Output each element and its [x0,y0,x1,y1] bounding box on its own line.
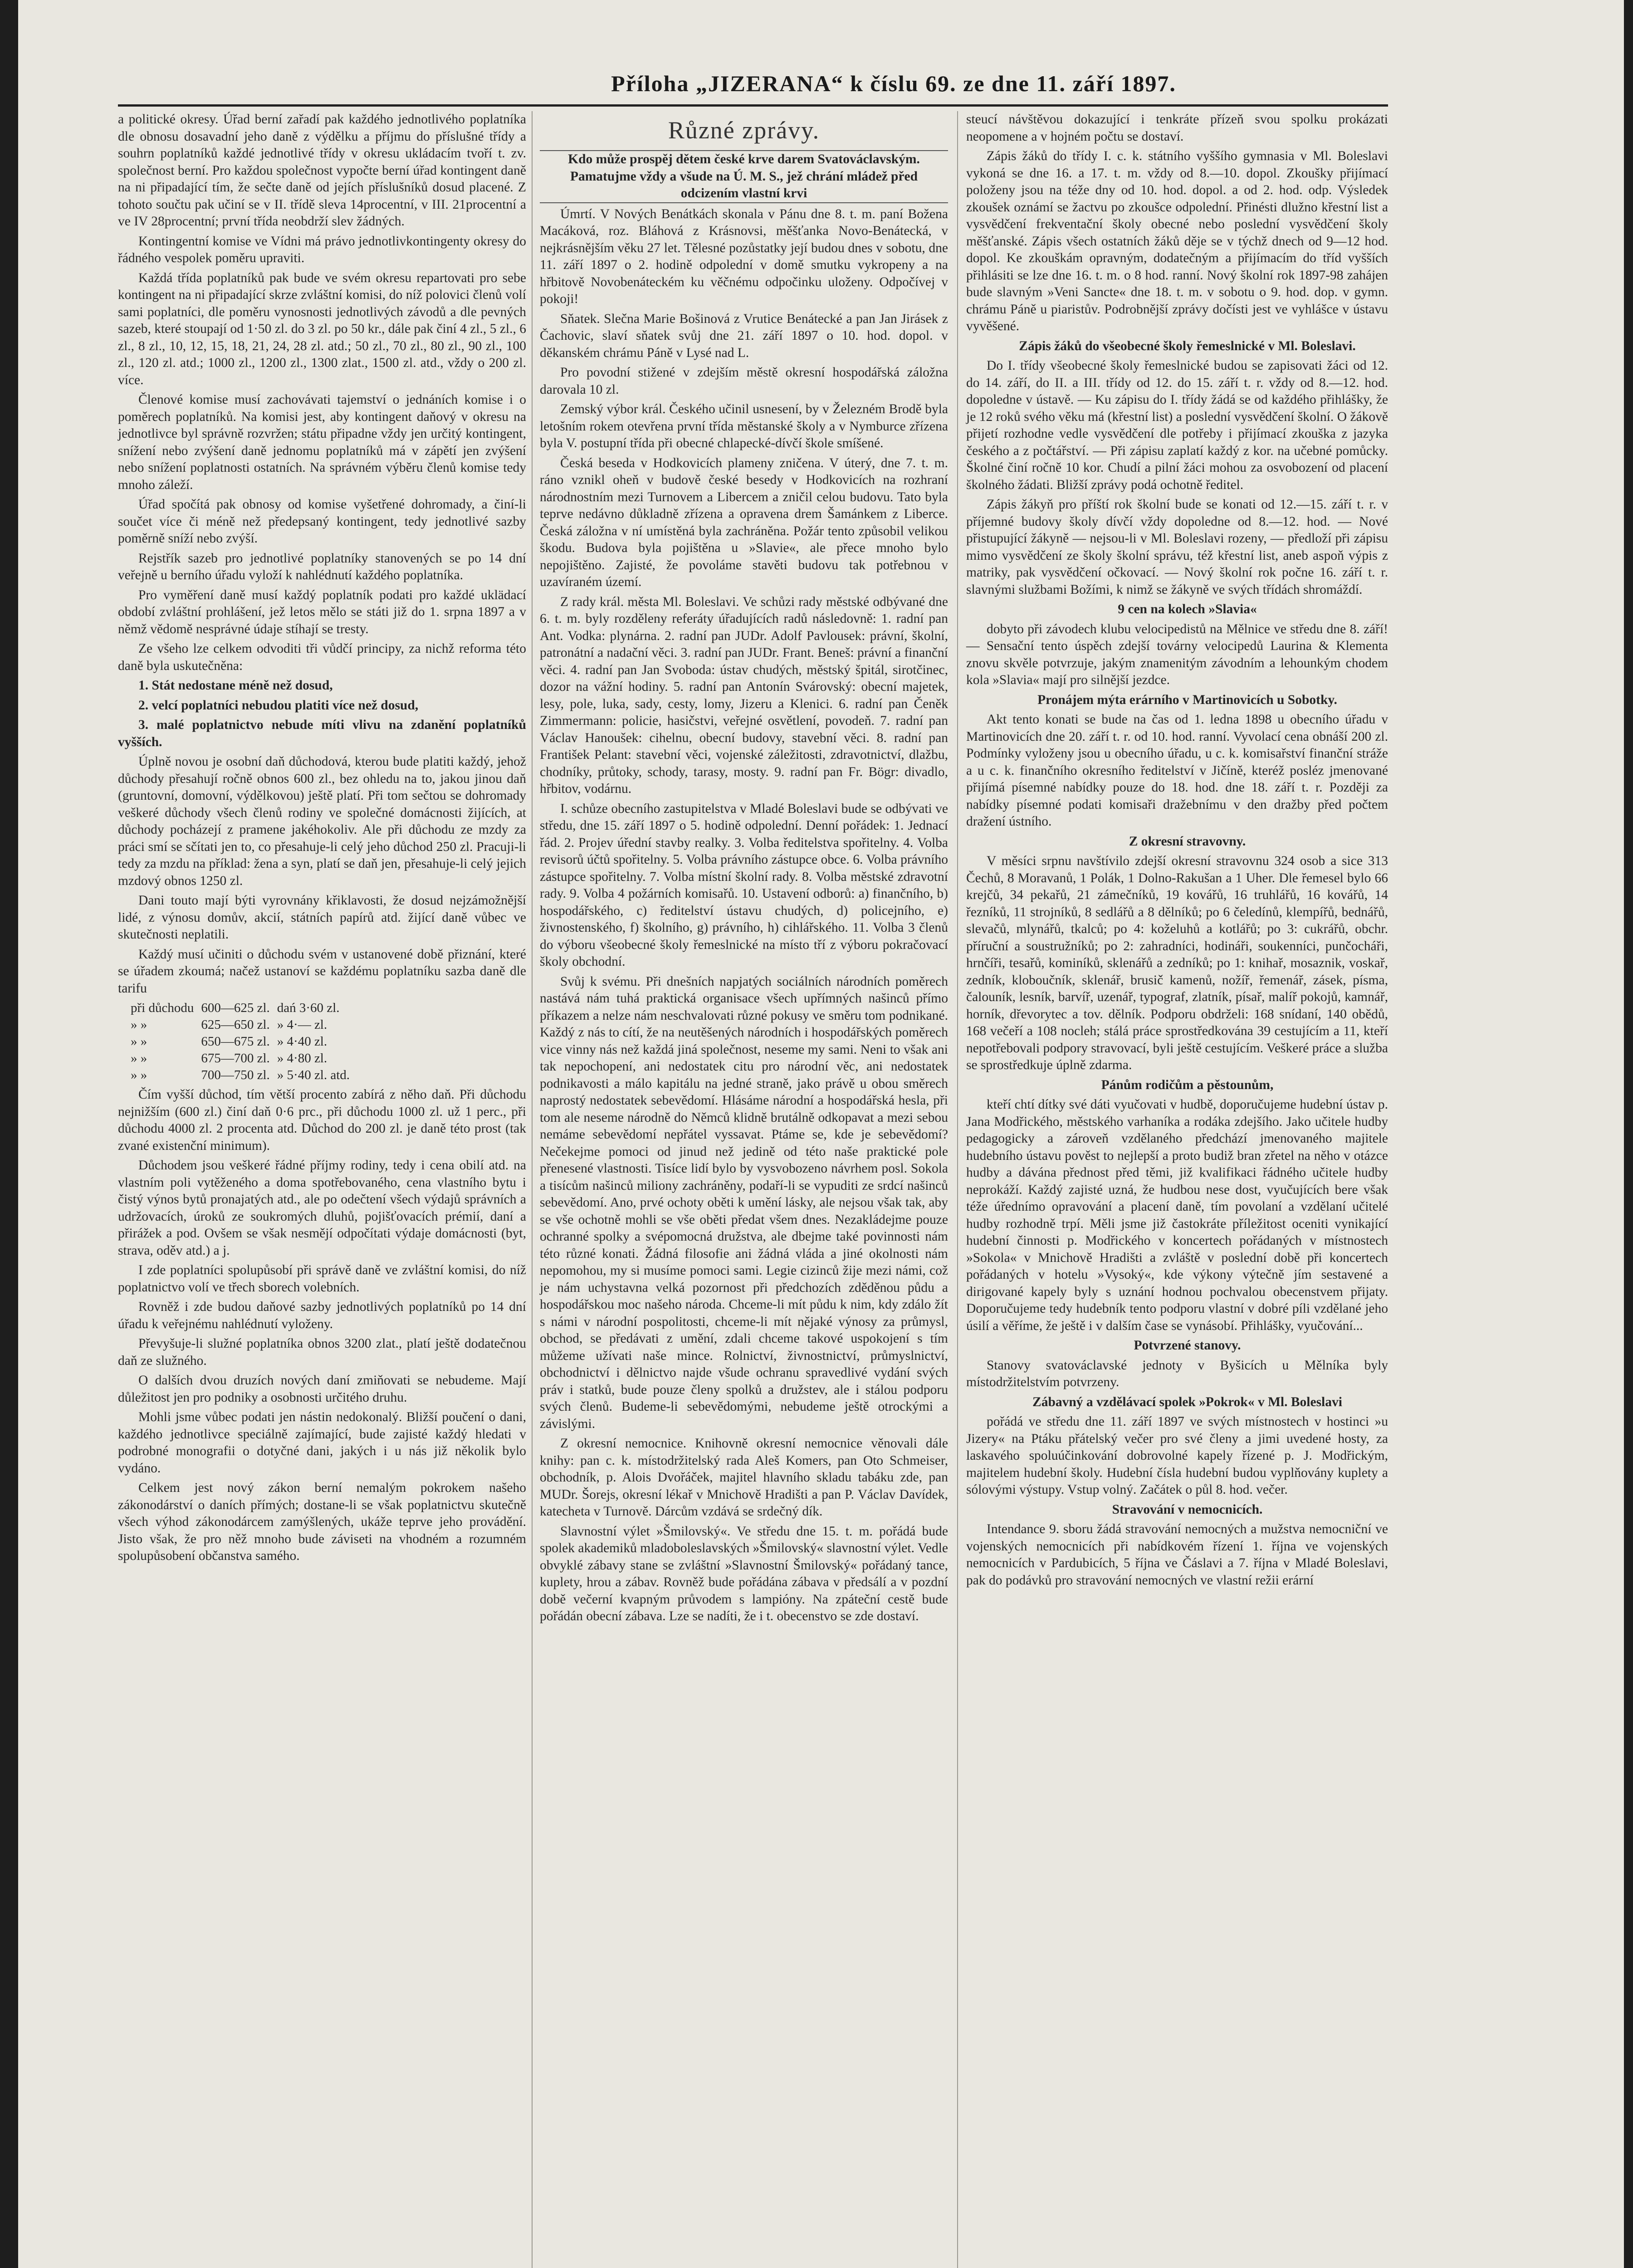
news-heading: Zápis žáků do všeobecné školy řemeslnické v Ml. Boleslavi. [1019,338,1356,353]
news-item: Akt tento konati se bude na čas od 1. ledna 1898 u obecního úřadu v Martinovicích dne 20. září t. r. od 10. hod. ranní. Vyvolací cena obnáší 200 zl. Podmínky vyloženy jsou u obecního úřadu, u c. k. komisařství finanční stráže a u c. k. finančního okresního ředitelství v Jičíně, kteréž posléz jmenované přijímá písemné nabídky pouze do 18. hod. dne 18. září t. r. Později za nabídky písemné podati komisaři dražebnímu v den dražby před počtem dražení ústního. [966,712,1388,829]
paragraph: Kontingentní komise ve Vídni má právo jednotlivkontingenty okresy do řádného vespolek poměru upraviti. [118,234,526,265]
news-item: dobyto při závodech klubu velocipedistů na Mělnice ve středu dne 8. září! — Sensační tento úspěch zdejší továrny velocipedů Laurina & Klementa znovu skvěle potvrzuje, jakým znamenitým závodním a lehounkým chodem kola »Slavia« mají pro silnější jezdce. [966,621,1388,687]
paragraph: Rovněž i zde budou daňové sazby jednotlivých poplatníků po 14 dní úřadu k veřejnému nahlédnutí vyloženy. [118,1300,526,1331]
news-item: steucí návštěvou dokazující i tenkráte přízeň svou spolku prokázati neopomene a v hojném počtu se dostaví. [966,112,1388,144]
news-heading: 9 cen na kolech »Slavia« [1118,602,1257,616]
tax-cell-range: 600—625 zl. [201,1001,270,1015]
column-middle [540,111,948,2268]
news-item: Stanovy svatováclavské jednoty v Byšicích u Mělníka byly místodržitelstvím potvrzeny. [966,1358,1388,1389]
paragraph: I zde poplatníci spolupůsobí při správě daně ve zvláštní komisi, do níž poplatnictvo volí ve třech sborech volebních. [118,1263,526,1295]
tax-cell-label: » » [131,1051,147,1066]
tax-cell-range: 700—750 zl. [201,1068,270,1082]
tax-cell-range: 675—700 zl. [201,1051,270,1066]
news-item: Pro povodní stižené v zdejším městě okresní hospodářská záložna darovala 10 zl. [540,365,948,397]
paragraph: Převyšuje-li služné poplatníka obnos 3200 zlat., platí ještě dodatečnou daň ze služného. [118,1336,526,1368]
tax-cell-label: » » [131,1034,147,1049]
news-item: Česká beseda v Hodkovicích plameny zničena. V úterý, dne 7. t. m. ráno vznikl oheň v budově české besedy v Hodkovicích na rozhraní národnostním mezi Turnovem a Libercem a zničil celou budovu. Tato byla teprve nedávno důkladně zřízena a opravena drem Šamánkem z Liberce. Česká záložna v ní umístěná byla zachráněna. Požár tento způsobil velikou škodu. Budova byla pojištěna u »Slavie«, ale přece mnoho bylo nepojištěno. Zajisté, že povoláme stavěti budovu tak potřebnou v uzavíraném území. [540,455,948,589]
paragraph: Členové komise musí zachovávati tajemství o jednáních komise i o poměrech poplatníků. Na komisi jest, aby kontingent daňový v okresu na jednotlivce byl správně rozvržen; státu připadne vždy jen určitý kontingent, snížení nebo zvýšení daně jednomu poplatníků má v zápětí jen zvýšení nebo snížení poplatnosti ostatních. Na správném výběru členů komise tedy mnoho záleží. [118,392,526,492]
tax-cell-range: 625—650 zl. [201,1017,270,1032]
header-rule [118,104,1388,107]
paragraph: Rejstřík sazeb pro jednotlivé poplatníky stanovených se po 14 dní veřejně u berního úřadu vyloží k nahlédnutí každého poplatníka. [118,551,526,582]
tax-table [127,1000,353,1084]
tax-row [127,1000,353,1017]
news-item: Zápis žákyň pro příští rok školní bude se konati od 12.—15. září t. r. v příjemné budovy školy dívčí vždy dopoledne od 8.—12. hod. — Nové přistupující žákyně — nejsou-li v Ml. Boleslavi rozeny, — předloží při zápisu mimo vysvědčení ze školy školní správu, též křestní list, aneb aspoň výpis z matriky, pak vysvědčení očkovací. — Nový školní rok počne 16. září t. r. slavnými službami Božími, k nimž se žákyně ve svých třídách shromáždí. [966,497,1388,597]
column-left [118,111,526,2268]
column-divider [532,111,533,2268]
paragraph: Úřad spočítá pak obnosy od komise vyšetřené dohromady, a činí-li součet více či méně než předepsaný kontingent, tedy jednotlivé sazby poměrně sníží nebo zvýší. [118,497,526,546]
column-divider [957,111,958,2268]
tax-cell-tax: » 4·80 zl. [277,1051,328,1066]
news-item: Zemský výbor král. Českého učinil usnesení, by v Železném Brodě byla letošním rokem otevřena první třída městanské školy a v Nymburce zřízena byla V. postupní třída při obecné chlapecké-dívčí škole smíšené. [540,402,948,450]
paragraph: O dalších dvou druzích nových daní zmiňovati se nebudeme. Mají důležitost jen pro podniky a osobnosti určitého druhu. [118,1373,526,1405]
paragraph: Mohli jsme vůbec podati jen nástin nedokonalý. Bližší poučení o dani, každého jednotlivce speciálně zajímající, bude zajisté každý hledati v podrobné monografii o dotyčné dani, jakých i u nás již několik bylo vydáno. [118,1410,526,1476]
paragraph: Každá třída poplatníků pak bude ve svém okresu repartovati pro sebe kontingent na ni připadající skrze zvláštní komisi, do níž polovici členů volí sami poplatníci, dle poměru vynosnosti jednotlivých závodů a dle pevných sazeb, které stoupají od 1·50 zl. do 3 zl. po 50 kr., dále pak činí 4 zl., 5 zl., 6 zl., 8 zl., 10, 12, 15, 18, 21, 24, 28 zl. atd.; 50 zl., 70 zl., 80 zl., 90 zl., 100 zl., 120 zl. atd.; 1000 zl., 1200 zl., 1300 zlat., 1500 zl. atd., vždy o 200 zl. více. [118,270,526,387]
paragraph: Dani touto mají býti vyrovnány křiklavosti, že dosud nejzámožnější lidé, z výnosu domův, akcií, státních papírů atd. žijící daně vůbec ve skutečnosti neplatili. [118,893,526,942]
tax-cell-label: » » [131,1068,147,1082]
news-item: Sňatek. Slečna Marie Bošinová z Vrutice Benátecké a pan Jan Jirásek z Čachovic, slaví sňatek svůj dne 21. září 1897 o 10. hod. dopol. v děkanském chrámu Páně v Lysé nad L. [540,311,948,360]
tax-row [127,1067,353,1084]
news-heading: Stravování v nemocnicích. [1112,1502,1263,1517]
principle-item: 3. malé poplatnictvo nebude míti vlivu na zdanění poplatníků vyšších. [118,718,526,749]
column-right [966,111,1388,2268]
news-item: Úmrtí. V Nových Benátkách skonala v Pánu dne 8. t. m. paní Božena Macáková, roz. Bláhová z Krásnovsi, měšťanka Novo-Benátecká, v nejkrásnějším věku 27 let. Tělesné pozůstatky její budou dnes v sobotu, dne 11. září 1897 o 2. hodině odpolední v domě smutku vykropeny a na hřbitově Novobenáteckém ku věčnému odpočinku uloženy. Odpočívej v pokoji! [540,206,948,306]
news-item: Do I. třídy všeobecné školy řemeslnické budou se zapisovati žáci od 12. do 14. září, do II. a III. třídy od 12. do 15. září t. r. vždy od 8.—12. hod. dopoledne v ústavě. — Ku zápisu do I. třídy žádá se od každého přihlášky, že je 12 roků svého věku má (křestní list) a poslední vysvědčení školní. O žákově přijetí rozhodne vedle vysvědčení dle potřeby i přijímací zkouška z jazyka českého a z počtářství. — Při zápisu zaplatí každý z kor. na učebné pomůcky. Školné činí ročně 10 kor. Chudí a pilní žáci mohou za osvobození od placení školného žádati. Bližší zprávy podá ochotně ředitel. [966,358,1388,492]
news-item: Svůj k svému. Při dnešních napjatých sociálních národních poměrech nastává nám tuhá praktická organisace všech upřímných našinců přímo příkazem a nelze nám neschvalovati různé pokusy ve směru tom podnikané. Každý z nás to cítí, že na neutěšených národních i hospodářských poměrech vice vinny nás než každá jiná společnost, neseme my sami. Neni to však ani tak nepochopení, ani nedostatek citu pro národní věc, ani nedostatek podnikavosti a málo kapitálu na jedné straně, jako právě u obou směrech naprostý nedostatek sebevědomí. Hlásáme národní a hospodářská hesla, při tom ale neseme národně do Němců klidně brutálně odkopavat a mezi sebou nemáme sebevědomí nepřátel vyssavat. Ptáme se, kde je sebevědomí? Nečekejme pomoci od jinud než jedině od této naše praktické pole přenesené vlastnosti. Tisíce lidí bylo by vysvobozeno návrhem posl. Sokola a tisícům našinců miliony zachráněny, podaří-li se vypuditi ze srdcí našinců sebevědomí. Ano, prvé ochoty oběti k umění lásky, ale nejsou však tak, aby se vše ochotně mohli se vše oběti předat všem dnes. Nezakládejme pouze ochranné spolky a svépomocná družstva, ale dbejme také povinnosti nám této různé konati. Žádná filosofie ani žádná vláda a jiné okolnosti nám nepomohou, my si musíme pomoci sami. Legie cizinců žije mezi námi, což je nám uchystavna velká pozornost při předchozích zděděnou půdu a hospodářskou moc našeho národa. Chceme-li mít půdu k nim, kdy zdálo žít s námi v národní pospolitosti, chceme-li mít nějaké výnosy za průmysl, obchod, se předávati z umění, zdali chceme takové uspokojení s tím můžeme užívati naše mince. Rolnictví, živnostnictví, průmyslnictví, obchodnictví i dělnictvo najde všude ochranu spravedlivé vydání svých práv i statků, bude pouze členy spolků a družstev, ale i stálou podporu svých členů. Budeme-li sebevědomými, nebudeme ještě otrockými a závislými. [540,974,948,1431]
news-heading: Pánům rodičům a pěstounům, [1101,1077,1274,1092]
news-item: I. schůze obecního zastupitelstva v Mladé Boleslavi bude se odbývati ve středu, dne 15. září 1897 o 5. hodině odpolední. Denní pořádek: 1. Jednací řád. 2. Projev úřední stavby realky. 3. Volba ředitelstva spořitelny. 4. Volba revisorů účtů spořitelny. 5. Volba právního zástupce obce. 6. Volba právního zástupce spořitelny. 7. Volba místní školní rady. 8. Volba městské zdravotní rady. 9. Volba 4 požárních komisařů. 10. Ustavení odborů: a) finančního, b) hospodářského, c) ředitelství ústavu chudých, d) policejního, e) živnostenského, f) školního, g) právního, h) cihlářského. 11. Volba 3 členů do výboru všeobecné školy řemeslnické na místo tří z výboru pokračovací školy obchodní. [540,801,948,969]
tax-cell-tax: » 5·40 zl. atd. [277,1068,350,1082]
tax-cell-label: » » [131,1017,147,1032]
news-item: Z rady král. města Ml. Boleslavi. Ve schůzi rady městské odbývané dne 6. t. m. byly rozděleny referáty úřadujících radů následovně: 1. radní pan Ant. Vodka: plynárna. 2. radní pan JUDr. Adolf Pavlousek: právní, školní, patronátní a nadační věci. 3. radní pan JUDr. Frant. Beneš: právní a finanční věci. 4. radní pan Jan Svoboda: ústav chudých, městský špitál, sirotčinec, dozor na vážní hodiny. 5. radní pan Antonín Svárovský: obecní majetek, lesy, pole, luka, sady, cesty, lomy, Jizeru a Klenici. 6. radní pan Čeněk Zimmermann: policie, hasičstvi, veřejné osvětlení, povodeň. 7. radní pan Václav Hanoušek: cihelnu, obecní budovy, stavební věci. 8. radní pan František Pelant: stavební věci, vojenské záležitosti, zdravotnictví, dlažbu, chodníky, průtoky, schody, tarasy, mosty. 9. radní pan Fr. Bögr: divadlo, hřbitov, vodárnu. [540,594,948,796]
section-title: Různé zprávy. [668,117,820,144]
news-item: pořádá ve středu dne 11. září 1897 ve svých místnostech v hostinci »u Jizery« na Ptáku přátelský večer pro své členy a jimi uvedené hosty, za laskavého spoluúčinkování dobrovolné kapely řízené p. J. Modřickým, majitelem hudební školy. Hudební čísla hudební budou vyplňovány kuplety a sólovými výstupy. Vstup volný. Začátek o půl 8. hod. večer. [966,1414,1388,1497]
tax-row [127,1050,353,1067]
news-item: Slavnostní výlet »Šmilovský«. Ve středu dne 15. t. m. pořádá bude spolek akademiků mladoboleslavských »Šmilovský« slavnostní výlet. Vedle obvyklé zábavy stane se zvláštní »Slavnostní Šmilovský« pořádaný tance, kuplety, hrou a zábav. Rovněž bude pořádána zábava v předsálí a v pozdní době večerní kvapným průvodem s lampióny. Na zpáteční cestě bude pořádán obecní zábava. Lze se nadíti, že i t. obecenstvo se zde dostaví. [540,1524,948,1623]
tax-row [127,1017,353,1033]
news-item: V měsíci srpnu navštívilo zdejší okresní stravovnu 324 osob a sice 313 Čechů, 8 Moravanů, 1 Polák, 1 Dolno-Rakušan a 1 Uher. Dle řemesel bylo 66 krejčů, 34 pekařů, 21 zámečníků, 19 kovářů, 16 truhlářů, 16 kovářů, 14 řezníků, 11 strojníků, 8 sedlářů a 8 dělníků; po 6 čeledínů, klempířů, bednářů, slevačů, mlynářů, tkalců; po 4: koželuhů a kotlářů; po 3: cukrářů, obchr. příruční a soustružníků; po 2: zahradníci, hodináři, soukenníci, punčocháři, hrnčíři, tesařů, kominíků, sklenářů a zedníků; po 1: knihař, mosaznik, voskař, zedník, kloboučník, sklenář, brusič kamenů, nožíř, řemenář, zásek, písma, čalouník, lesník, barvíř, uzenář, typograf, zlatník, písař, malíř pokojů, kamnář, horník, dřevorytec a tov. dělník. Podporu obdrželi: 168 snídaní, 140 obědů, 168 večeří a 108 nocleh; stálá práce sprostředkována 39 cestujícím a 11, kteří nepotřebovali podpory stravovací, byli ještě cestujícím. Veškeré práce a služba se sprostředkuje úplně zdarma. [966,854,1388,1072]
news-heading: Z okresní stravovny. [1129,834,1246,849]
news-item: Intendance 9. sboru žádá stravování nemocných a mužstva nemocniční ve vojenských nemocnicích při nabídkovém řízení 1. října ve vojenských nemocnicích v Pardubicích, 5 října ve Čáslavi a 7. října v Mladé Boleslavi, pak do podávků pro stravování nemocných ve vlastní režii erární [966,1522,1388,1588]
paragraph: Čím vyšší důchod, tím větší procento zabírá z něho daň. Při důchodu nejnižším (600 zl.) činí daň 0·6 prc., při důchodu 1000 zl. už 1 perc., při důchodu 4000 zl. 2 procenta atd. Důchod do 200 zl. je daně této prost (tak zvané existenční minimum). [118,1087,526,1153]
paragraph: Úplně novou je osobní daň důchodová, kterou bude platiti každý, jehož důchody přesahují ročně obnos 600 zl., bez ohledu na to, jakou jinou daň (gruntovní, domovní, výdělkovou) ještě platí. Při tom sečtou se dohromady veškeré důchody všech členů rodiny ve společné domácnosti žijících, at důchody pocházejí z pramene jakéhokoliv. Ale při důchodu ze mzdy za práci smí se sčítati jen to, co přesahuje-li celý jeho důchod 250 zl. Pracuji-li tedy za mzdu na příklad: žena a syn, platí se daň jen, přesahuje-li celý jejich mzdový obnos 1250 zl. [118,754,526,888]
principle-item: 2. velcí poplatníci nebudou platiti více než dosud, [138,698,419,713]
news-item: Zápis žáků do třídy I. c. k. státního vyššího gymnasia v Ml. Boleslavi vykoná se dne 16. a 17. t. m. vždy od 8.—10. dopol. Zkoušky přijímací položeny jsou na téže dny od 10. hod. dopol. a od 2. hod. odp. Výsledek zkoušek oznámí se žactvu po zkoušce odpolední. Přinésti dlužno křestní list a vysvědčení frekventační školy obecné nebo poslední vysvědčení školy měšťanské. Zápis všech ostatních žáků děje se v týchž dnech od 9—12 hod. dopol. Ke zkouškám opravným, dodatečným a přijímacím do tříd vyšších přihlásiti se lze dne 16. t. m. o 8 hod. ranní. Nový školní rok 1897-98 zahájen bude slavným »Veni Sancte« dne 18. t. m. v sobotu o 9. hod. dop. v gymn. chrámu Páně u piaristův. Podrobnější zprávy dočísti jest ve vyhlášce v ústavu vyvěšené. [966,149,1388,333]
paragraph: a politické okresy. Úřad berní zařadí pak každého jednotlivého poplatníka dle obnosu dosavadní jeho daně z výdělku a příjmu do příslušné třídy a souhrn poplatníků každé jednotlivé třídy v okresu ukládacím tvoří t. zv. společnost berní. Pro každou společnost vypočte berní úřad kontingent daně na ni připadající tím, že sečte daně od jejích příslušníků dosud placené. Z tohoto součtu pak učiní se v II. třídě sleva 14procentní, v III. 21procentní a ve IV 28procentní; první třída neobdrží slev žádných. [118,112,526,229]
paragraph: Důchodem jsou veškeré řádné příjmy rodiny, tedy i cena obilí atd. na vlastním poli vytěženého a doma spotřebovaného, cena vlastního bytu i čistý výnos bytů pronajatých atd., ale po odečtení všech výdajů správních a udržovacích, úroků ze soukromých dluhů, pojišťovacích prémií, daní a přirážek a pod. Ovšem se však nesmějí odpočítati výdaje domácnosti (byt, strava, oděv atd.) a j. [118,1158,526,1258]
tax-row [127,1033,353,1050]
newspaper-page [18,0,1624,2268]
news-heading: Pronájem mýta erárního v Martinovicích u Sobotky. [1037,692,1337,707]
news-item: kteří chtí dítky své dáti vyučovati v hudbě, doporučujeme hudební ústav p. Jana Modřického, městského varhaníka a rodáka zdejšího. Jako učitele hudby pedagogicky a zároveň vzdělaného předchází jmenovaného majitele hudebního ústavu pověst to nejlepší a proto budiž bran zřetel na něho v otázce hudby a dávána přednost před těmi, již kvalifikaci řádného učitele hudby neprokáží. Každý zajisté uzná, že hudbou nese dost, vyučujících bere však téže úřednímo opravování a placení daně, tím povolaní a vzdělaní učitelé hudby rozhodně trpí. Měli jsme již častokráte příležitost oceniti vynikající hudební činnosti p. Modřického v koncertech pořádaných v místnostech »Sokola« v Mnichově Hradišti a zvláště v poslední době při koncertech pořádaných v hotelu »Vysoký«, kde výkony výtečně jím sestavené a dirigované kapely byly s uznání hodnou pochvalou obecenstvem přijaty. Doporučujeme tedy hudebník tento podporu vlastní v dobré píli vzdělané jeho úsilí a věříme, že ještě i v dalším čase se vynásobí. Přihlášky, vyučování... [966,1097,1388,1333]
paragraph: Ze všeho lze celkem odvoditi tři vůdčí principy, za nichž reforma této daně byla uskutečněna: [118,641,526,673]
tax-cell-label: při důchodu [131,1001,194,1015]
page-header: Příloha „JIZERANA“ k číslu 69. ze dne 11. září 1897. [611,71,1176,96]
news-heading: Zábavný a vzdělávací spolek »Pokrok« v Ml. Boleslavi [1032,1394,1342,1409]
paragraph: Celkem jest nový zákon berní nemalým pokrokem našeho zákonodárství o daních přímých; dostane-li se však poplatnictvu skutečně všech výhod zákonodárcem zamýšlených, ukáže teprve jeho provádění. Jisto však, že pro něž mnoho bude záviseti na vhodném a rozumném spolupůsobení občanstva samého. [118,1481,526,1563]
tax-cell-tax: » 4·40 zl. [277,1034,328,1049]
news-heading: Potvrzené stanovy. [1134,1338,1241,1353]
paragraph: Pro vyměření daně musí každý poplatník podati pro každé uklädací období zvláštní prohlášení, jež letos mělo se státi již do 1. srpna 1897 a v němž vědomě nesprávné údaje stíhají se tresty. [118,587,526,636]
paragraph: Každý musí učiniti o důchodu svém v ustanovené době přiznání, které se úřadem zkoumá; načež ustanoví se každému poplatníku sazba daně dle tarifu [118,947,526,996]
tax-cell-range: 650—675 zl. [201,1034,270,1049]
appeal-box: Kdo může prospěj dětem české krve darem Svatováclavským. Pamatujme vždy a všude na Ú. M. S., jež chrání mládež před odcizením vlastní krvi [540,150,948,203]
principle-item: 1. Stát nedostane méně než dosud, [138,678,333,693]
tax-cell-tax: dań 3·60 zl. [277,1001,340,1015]
news-item: Z okresní nemocnice. Knihovně okresní nemocnice věnovali dále knihy: pan c. k. místodržitelský rada Aleš Komers, pan Oto Schmeiser, obchodník, p. Alois Dvořáček, majitel hlavního skladu tabáku zde, pan MUDr. Šorejs, okresní lékař v Mnichově Hradišti a pan P. Václav Davídek, katecheta v Turnově. Dárcům vzdává se srdečný dík. [540,1436,948,1519]
tax-cell-tax: » 4·— zl. [277,1017,328,1032]
